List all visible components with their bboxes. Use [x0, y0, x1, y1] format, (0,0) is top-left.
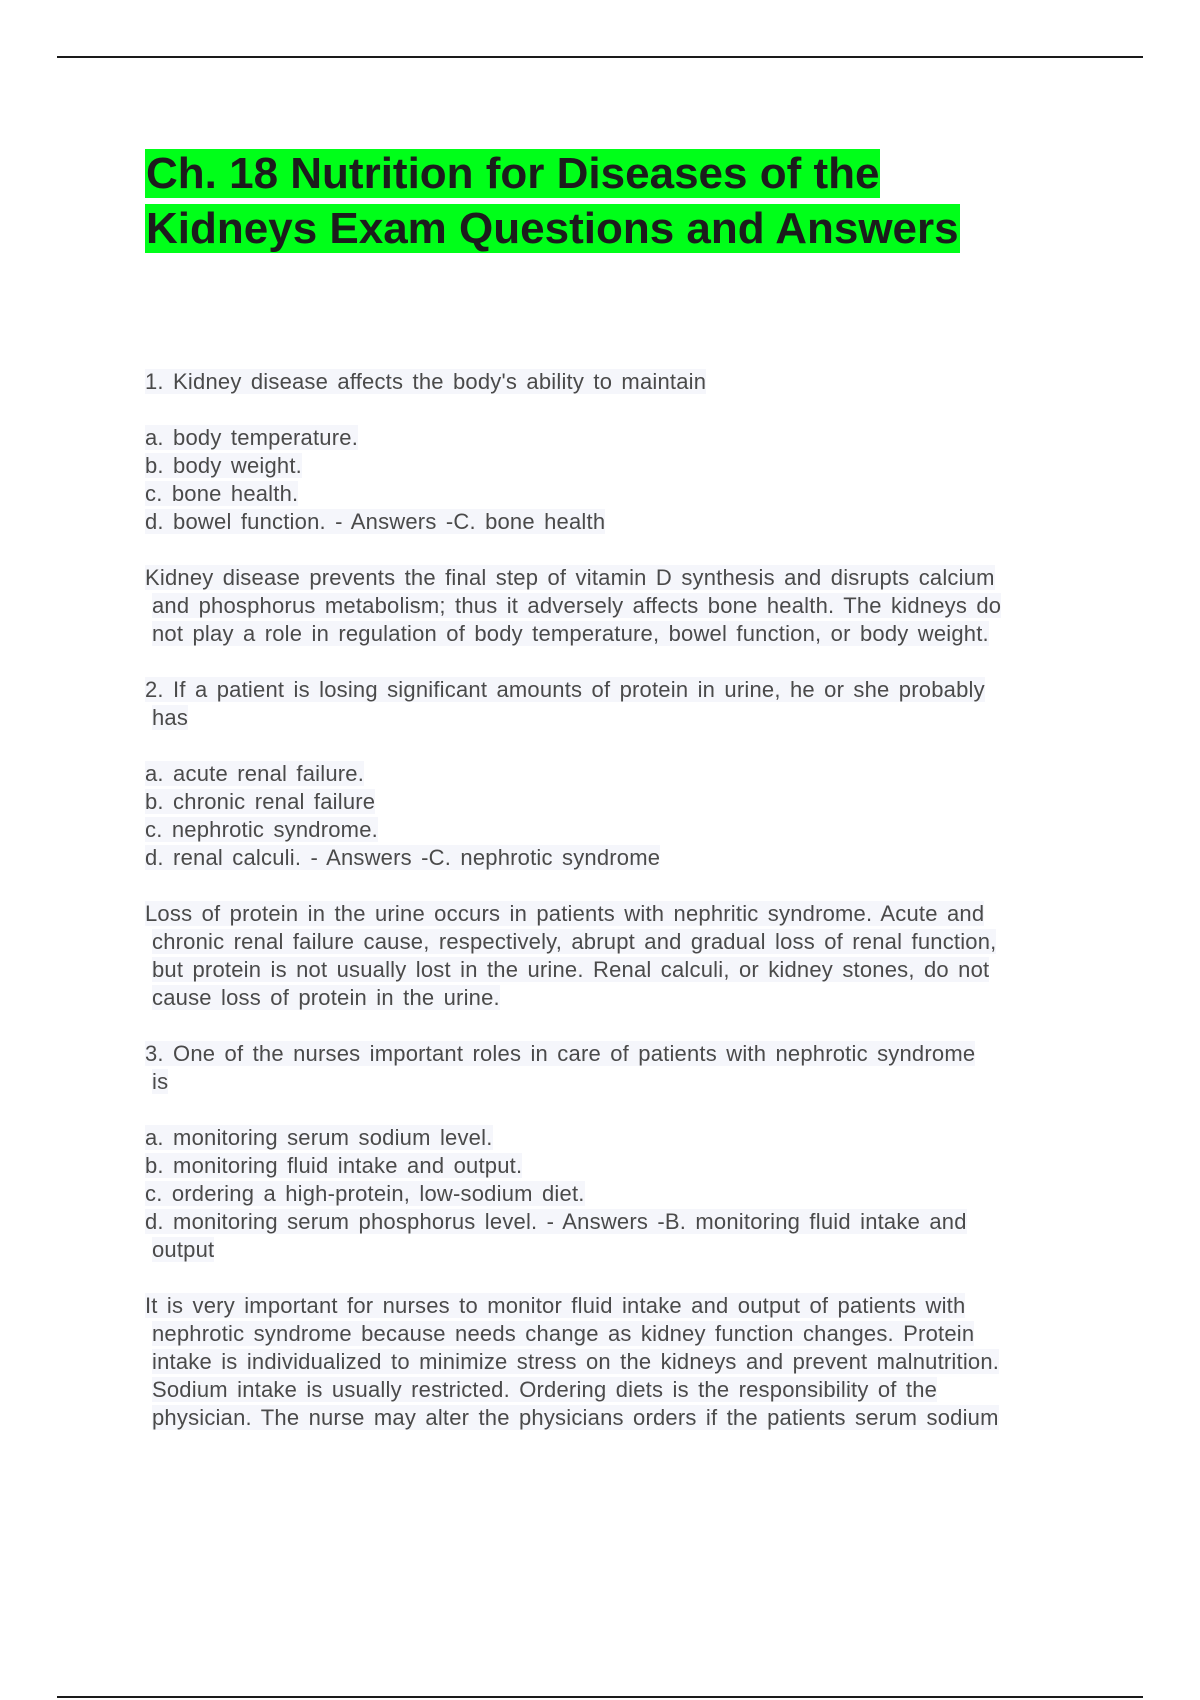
answer-option: a. acute renal failure. — [145, 761, 365, 786]
explanation-line: Kidney disease prevents the final step of vitamin D synthesis and disrupts calcium — [145, 565, 995, 590]
answer-option: output — [152, 1237, 215, 1262]
answer-option: d. monitoring serum phosphorus level. - Answers -B. monitoring fluid intake and — [145, 1209, 967, 1234]
explanation-line: not play a role in regulation of body temperature, bowel function, or body weight. — [152, 621, 989, 646]
explanation-line: Sodium intake is usually restricted. Ordering diets is the responsibility of the — [152, 1377, 938, 1402]
question-text-line: has — [152, 705, 189, 730]
question-2-options — [145, 760, 1090, 872]
answer-option: c. ordering a high-protein, low-sodium diet. — [145, 1181, 585, 1206]
question-text-line: 3. One of the nurses important roles in care of patients with nephrotic syndrome — [145, 1041, 976, 1066]
question-2 — [145, 676, 1090, 732]
question-1-options — [145, 424, 1090, 536]
explanation-line: but protein is not usually lost in the urine. Renal calculi, or kidney stones, do not — [152, 957, 990, 982]
answer-option: c. nephrotic syndrome. — [145, 817, 378, 842]
explanation-line: physician. The nurse may alter the physicians orders if the patients serum sodium — [152, 1405, 999, 1430]
explanation-line: and phosphorus metabolism; thus it adversely affects bone health. The kidneys do — [152, 593, 1002, 618]
answer-option: a. monitoring serum sodium level. — [145, 1125, 493, 1150]
answer-option: d. bowel function. - Answers -C. bone health — [145, 509, 606, 534]
page-title-line: Kidneys Exam Questions and Answers — [146, 204, 959, 253]
answer-option: b. body weight. — [145, 453, 302, 478]
page-title — [145, 146, 960, 256]
answer-option: a. body temperature. — [145, 425, 359, 450]
question-2-explanation — [145, 900, 1090, 1012]
question-list — [145, 368, 1090, 1460]
top-rule — [57, 56, 1143, 58]
question-3-options — [145, 1124, 1090, 1264]
bottom-rule — [57, 1696, 1143, 1698]
answer-option: c. bone health. — [145, 481, 299, 506]
explanation-line: chronic renal failure cause, respectively, abrupt and gradual loss of renal function, — [152, 929, 997, 954]
explanation-line: nephrotic syndrome because needs change as kidney function changes. Protein — [152, 1321, 975, 1346]
explanation-line: Loss of protein in the urine occurs in patients with nephritic syndrome. Acute and — [145, 901, 985, 926]
answer-option: b. monitoring fluid intake and output. — [145, 1153, 523, 1178]
question-1-explanation — [145, 564, 1090, 648]
answer-option: d. renal calculi. - Answers -C. nephrotic syndrome — [145, 845, 661, 870]
question-3-explanation — [145, 1292, 1090, 1432]
page-title-line: Ch. 18 Nutrition for Diseases of the — [146, 149, 880, 198]
question-text-line: 2. If a patient is losing significant amounts of protein in urine, he or she probably — [145, 677, 985, 702]
question-1 — [145, 368, 1090, 396]
explanation-line: intake is individualized to minimize stress on the kidneys and prevent malnutrition. — [152, 1349, 1000, 1374]
question-3 — [145, 1040, 1090, 1096]
question-text-line: 1. Kidney disease affects the body's ability to maintain — [145, 369, 707, 394]
explanation-line: cause loss of protein in the urine. — [152, 985, 500, 1010]
explanation-line: It is very important for nurses to monitor fluid intake and output of patients with — [145, 1293, 966, 1318]
question-text-line: is — [152, 1069, 169, 1094]
answer-option: b. chronic renal failure — [145, 789, 376, 814]
